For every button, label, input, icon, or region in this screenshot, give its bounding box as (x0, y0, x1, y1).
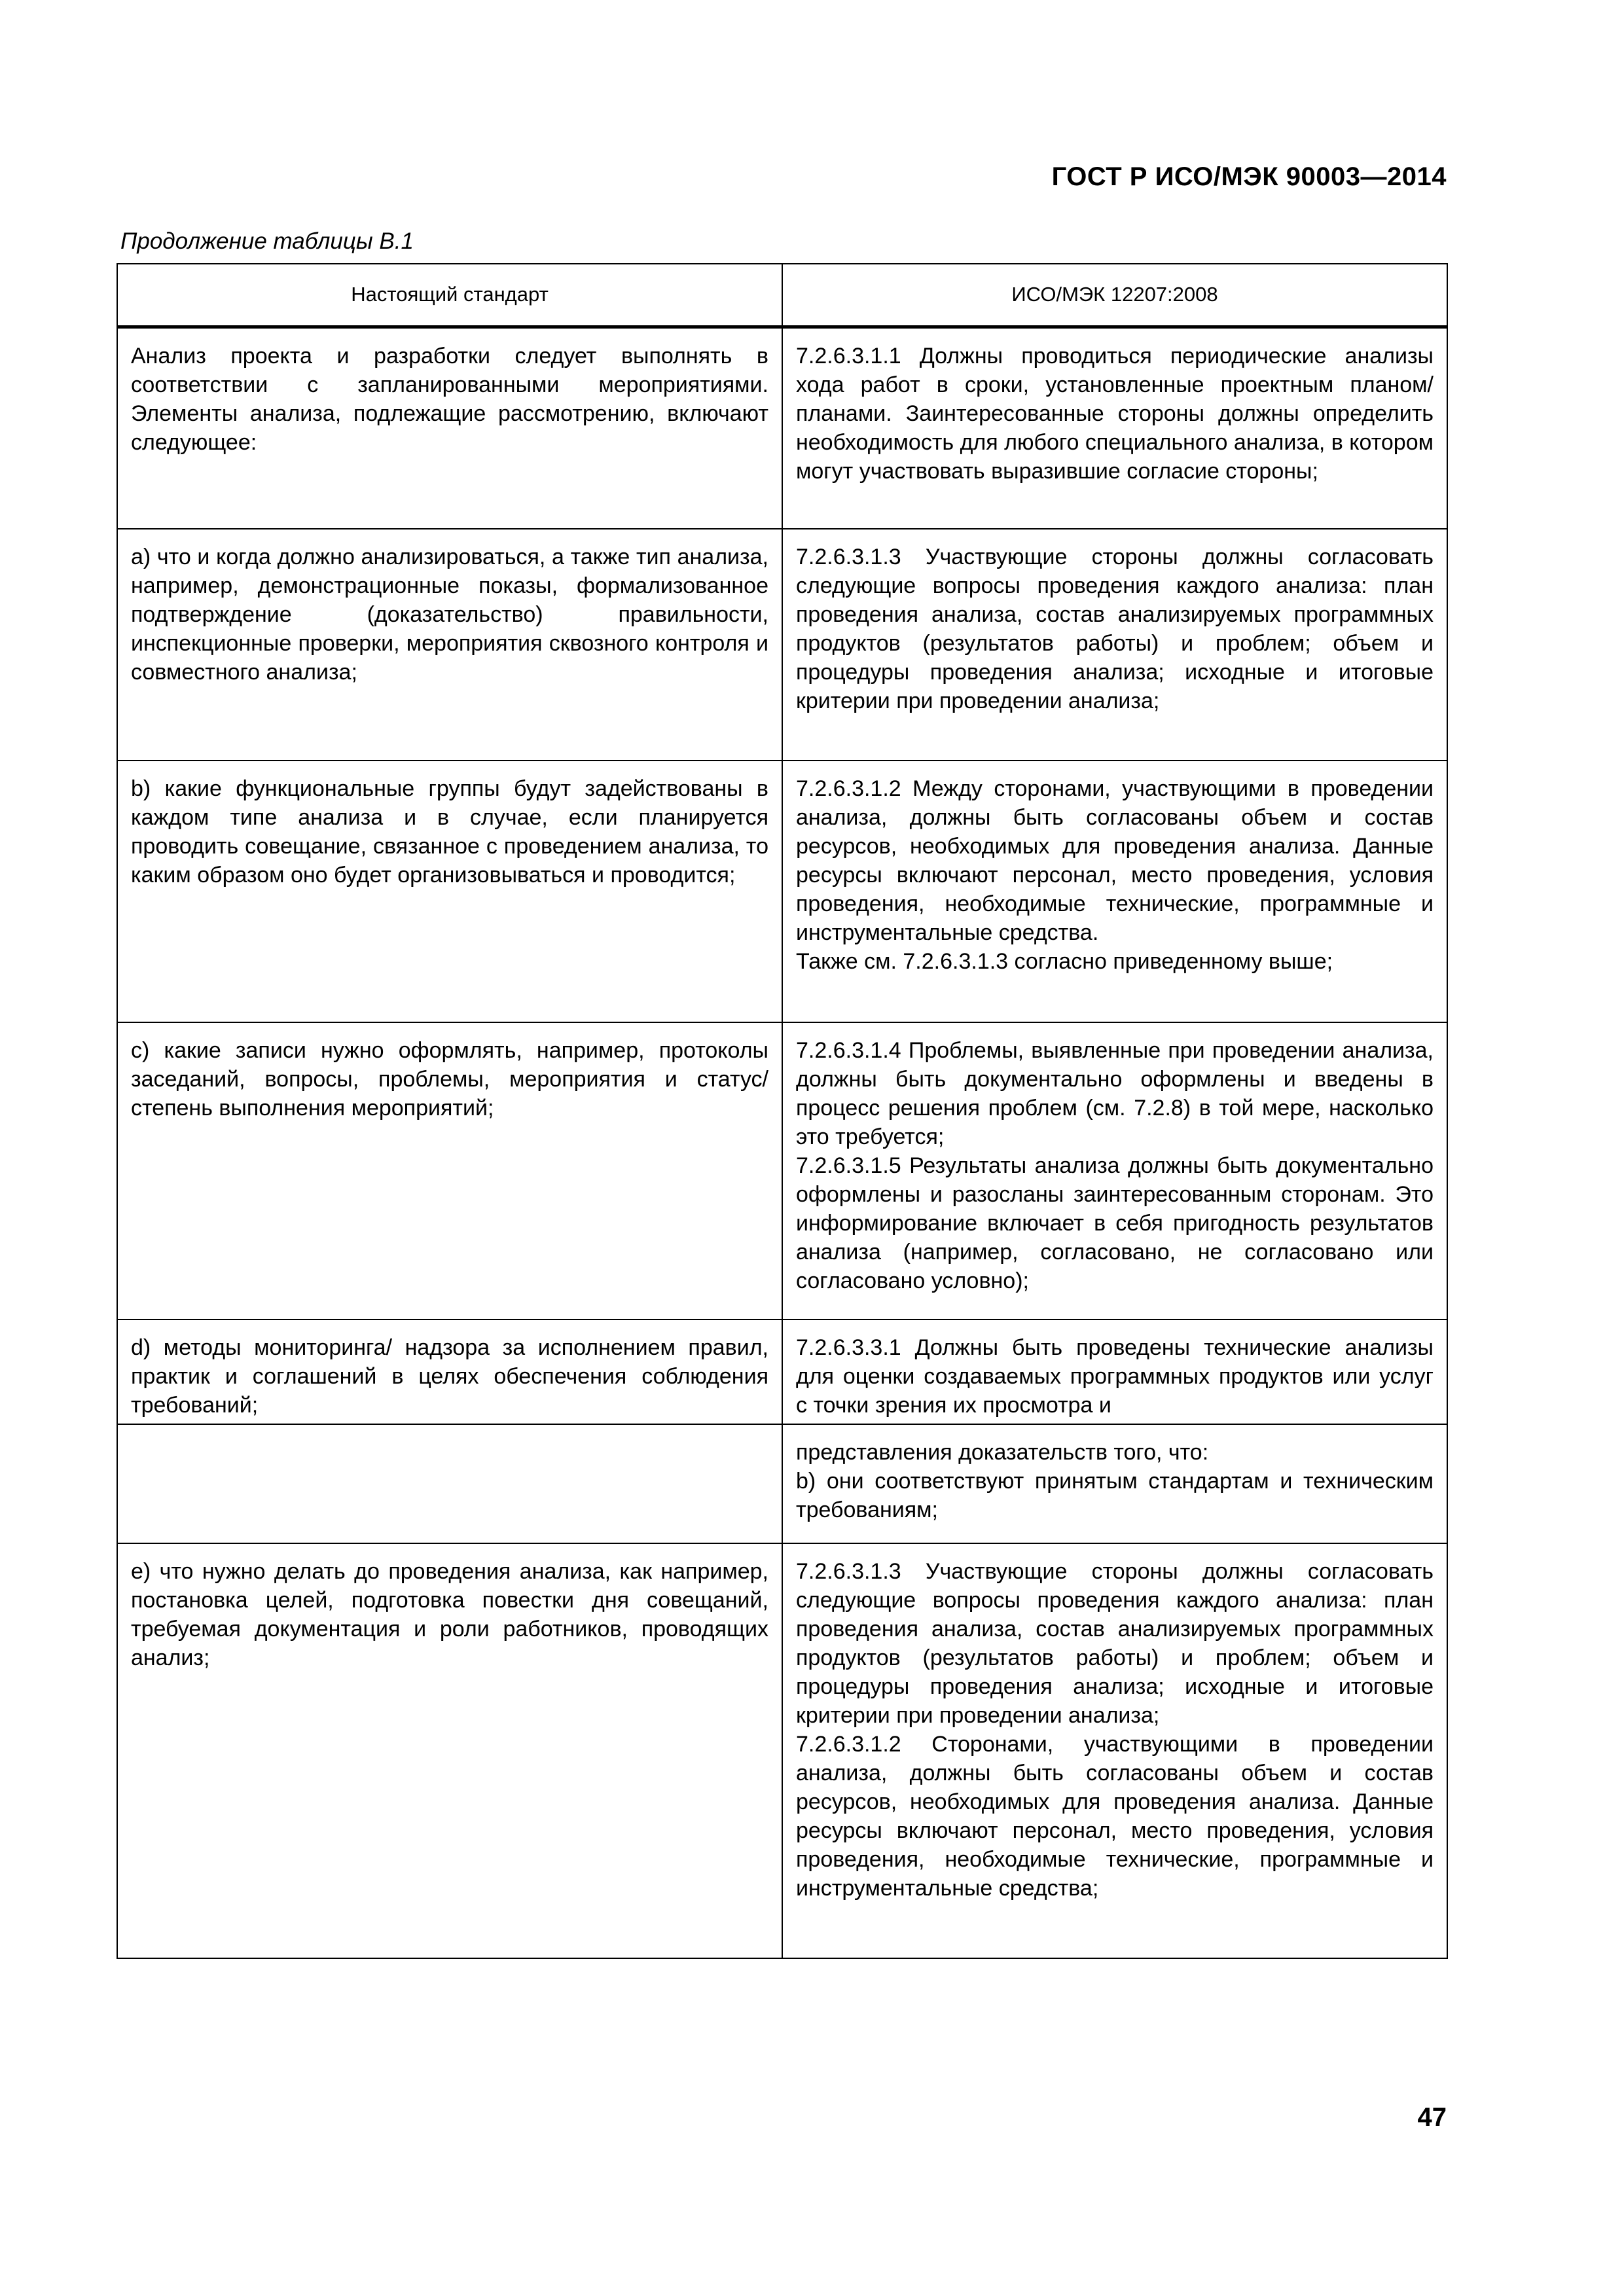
cell-iso-12207 (782, 529, 1447, 761)
cell-paragraph: b) они соответствуют принятым стандартам и техническим требованиям; (796, 1469, 1434, 1522)
cell-paragraph: представления доказательств того, что: (796, 1440, 1209, 1465)
table-row (117, 529, 1447, 761)
cell-this-standard (117, 1424, 782, 1543)
cell-paragraph: а) что и когда должно анализироваться, а также тип анализа, например, демонстрационные показы, формализованное подтверждение (доказательство) правильности, инспекционные проверки, мероприятия сквозного контроля и совместного анализа; (131, 545, 768, 685)
cell-iso-12207 (782, 1543, 1447, 1958)
cell-paragraph: Анализ проекта и разработки следует выполнять в соответствии с запланированными мероприятиями. Элементы анализа, подлежащие рассмотрению, включают следующее: (131, 343, 768, 455)
cell-this-standard (117, 529, 782, 761)
cell-paragraph: Также см. 7.2.6.3.1.3 согласно приведенному выше; (796, 949, 1333, 974)
cell-paragraph: е) что нужно делать до проведения анализа, как например, постановка целей, подготовка повестки дня совещаний, требуемая документация и роли работников, проводящих анализ; (131, 1559, 768, 1670)
table-body (117, 327, 1447, 1958)
cell-iso-12207 (782, 327, 1447, 529)
column-header-iso-12207: ИСО/МЭК 12207:2008 (782, 264, 1447, 327)
cell-paragraph: d) методы мониторинга/ надзора за исполнением правил, практик и соглашений в целях обеспечения соблюдения требований; (131, 1335, 768, 1418)
cell-this-standard (117, 1022, 782, 1319)
comparison-table (117, 263, 1448, 1959)
table-header-row (117, 264, 1447, 327)
table-row (117, 1022, 1447, 1319)
table-row (117, 761, 1447, 1022)
column-header-this-standard: Настоящий стандарт (117, 264, 782, 327)
table-caption: Продолжение таблицы В.1 (120, 228, 414, 254)
cell-iso-12207 (782, 1022, 1447, 1319)
table-row (117, 1319, 1447, 1424)
cell-this-standard (117, 327, 782, 529)
cell-this-standard (117, 761, 782, 1022)
cell-paragraph: 7.2.6.3.1.2 Сторонами, участвующими в проведении анализа, должны быть согласованы объем и состав ресурсов, необходимых для проведения анализа. Данные ресурсы включают персонал, место проведения, условия проведения, необходимые технические, программные и инструментальные средства; (796, 1732, 1434, 1901)
cell-paragraph: 7.2.6.3.1.3 Участвующие стороны должны согласовать следующие вопросы проведения каждого анализа: план проведения анализа, состав анализируемых программных продуктов (результатов работы) и проблем; объем и процедуры проведения анализа; исходные и итоговые критерии при проведении анализа; (796, 1559, 1434, 1728)
table-row (117, 1424, 1447, 1543)
cell-paragraph: с) какие записи нужно оформлять, например, протоколы заседаний, вопросы, проблемы, мероприятия и статус/степень выполнения мероприятий; (131, 1038, 768, 1121)
table-row (117, 1543, 1447, 1958)
cell-paragraph: 7.2.6.3.1.1 Должны проводиться периодические анализы хода работ в сроки, установленные проектным планом/планами. Заинтересованные стороны должны определить необходимость для любого специального анализа, в котором могут участвовать выразившие согласие стороны; (796, 343, 1434, 484)
cell-iso-12207 (782, 1424, 1447, 1543)
cell-paragraph: 7.2.6.3.1.3 Участвующие стороны должны согласовать следующие вопросы проведения каждого анализа: план проведения анализа, состав анализируемых программных продуктов (результатов работы) и проблем; объем и процедуры проведения анализа; исходные и итоговые критерии при проведении анализа; (796, 545, 1434, 713)
cell-this-standard (117, 1543, 782, 1958)
document-code: ГОСТ Р ИСО/МЭК 90003—2014 (1051, 162, 1447, 191)
cell-iso-12207 (782, 1319, 1447, 1424)
cell-iso-12207 (782, 761, 1447, 1022)
cell-paragraph: 7.2.6.3.1.4 Проблемы, выявленные при проведении анализа, должны быть документально оформлены и введены в процесс решения проблем (см. 7.2.8) в той мере, насколько это требуется; (796, 1038, 1434, 1149)
cell-paragraph: 7.2.6.3.1.5 Результаты анализа должны быть документально оформлены и разосланы заинтересованным сторонам. Это информирование включает в себя пригодность результатов анализа (например, согласовано, не согласовано или согласовано условно); (796, 1153, 1434, 1293)
cell-paragraph: 7.2.6.3.3.1 Должны быть проведены технические анализы для оценки создаваемых программных продуктов или услуг с точки зрения их просмотра и (796, 1335, 1434, 1418)
page-number: 47 (1417, 2103, 1447, 2132)
cell-this-standard (117, 1319, 782, 1424)
table-row (117, 327, 1447, 529)
cell-paragraph: 7.2.6.3.1.2 Между сторонами, участвующими в проведении анализа, должны быть согласованы объем и состав ресурсов, необходимых для проведения анализа. Данные ресурсы включают персонал, место проведения, условия проведения, необходимые технические, программные и инструментальные средства. (796, 776, 1434, 945)
comparison-table-container (117, 263, 1447, 1959)
cell-paragraph: b) какие функциональные группы будут задействованы в каждом типе анализа и в случае, если планируется проводить совещание, связанное с проведением анализа, то каким образом оно будет организовываться и проводится; (131, 776, 768, 888)
